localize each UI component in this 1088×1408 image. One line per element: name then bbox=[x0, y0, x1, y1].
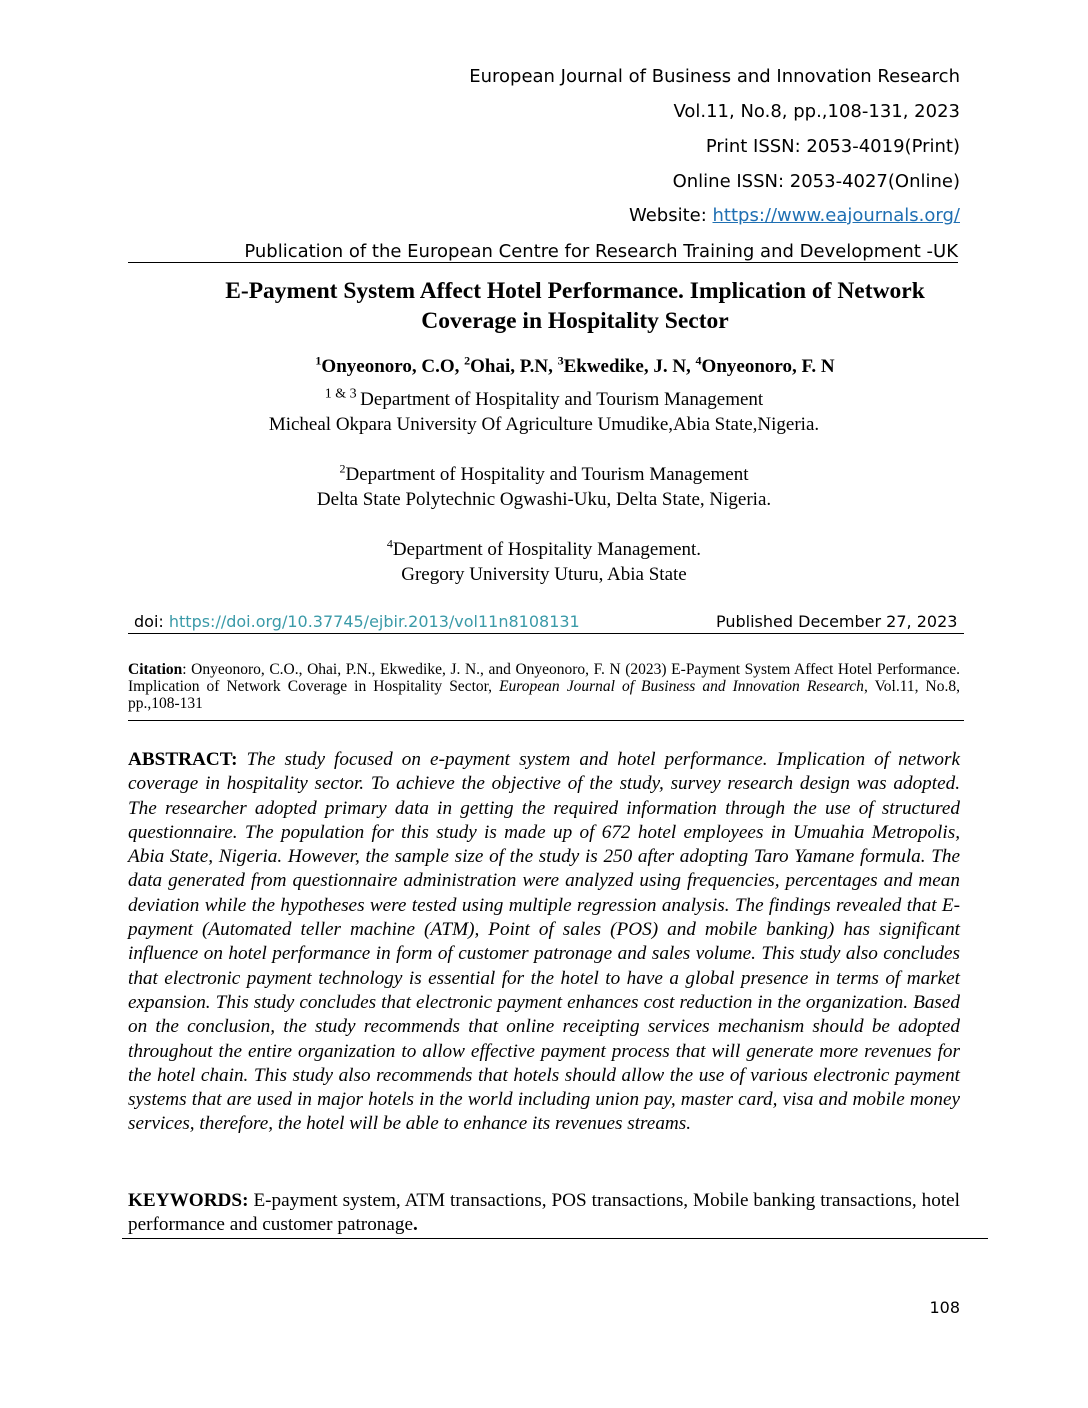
publisher-line: Publication of the European Centre for Research Training and Development -UK bbox=[244, 241, 958, 262]
affiliation-dept: $^2$Department of Hospitality and Tourism Management bbox=[339, 461, 749, 485]
website-link[interactable]: https://www.eajournals.org/ bbox=[712, 205, 960, 226]
title-line-2: Coverage in Hospitality Sector bbox=[421, 308, 729, 334]
affiliation-1 bbox=[0, 387, 1088, 437]
doi-line bbox=[134, 612, 580, 631]
website-label: Website: bbox=[628, 205, 713, 226]
volume-info: Vol.11, No.8, pp.,108-131, 2023 bbox=[673, 101, 960, 122]
author-list: $^1$Onyeonoro, C.O, $^2$Ohai, P.N, $^3$Ekwedike, J. N, $^4$Onyeonoro, F. N bbox=[315, 353, 835, 377]
title-line-1: E-Payment System Affect Hotel Performance. Implication of Network bbox=[225, 278, 925, 304]
citation-journal: European Journal of Business and Innovation Research bbox=[499, 678, 864, 695]
abstract-text: The study focused on e-payment system and hotel performance. Implication of network coverage in hospitality sector. To achieve the objective of the study, survey research design was adopted. The researcher adopted primary data in getting the required information through the use of structured questionnaire. The population for this study is made up of 672 hotel employees in Umuahia Metropolis, Abia State, Nigeria. However, the sample size of the study is 250 after adopting Taro Yamane formula. The data generated from questionnaire administration were analyzed using frequencies, percentages and mean deviation while the hypotheses were tested using multiple regression analysis. The findings revealed that E-payment (Automated teller machine (ATM), Point of sales (POS) and mobile banking) has significant influence on hotel performance in form of customer patronage and sales volume. This study also concludes that electronic payment technology is essential for the hotel to have a global presence in terms of market expansion. This study concludes that electronic payment enhances cost reduction in the organization. Based on the conclusion, the study recommends that online receipting services mechanism should be adopted throughout the entire organization to allow effective payment process that will generate more revenues for the hotel chain. This study also recommends that hotels should allow the use of various electronic payment systems that are used in major hotels in the world including union pay, master card, visa and mobile money services, therefore, the hotel will be able to enhance its revenues streams. bbox=[128, 749, 961, 1135]
affiliation-dept: $^{1 \& 3}$ Department of Hospitality and Tourism Management bbox=[324, 386, 764, 410]
website-line bbox=[629, 205, 960, 226]
doi-label: doi: bbox=[134, 612, 169, 631]
abstract bbox=[128, 748, 960, 1137]
journal-name: European Journal of Business and Innovation Research bbox=[469, 66, 960, 87]
affiliation-3 bbox=[0, 537, 1088, 587]
affiliation-inst: Delta State Polytechnic Ogwashi-Uku, Delta State, Nigeria. bbox=[316, 489, 772, 510]
keywords: KEYWORDS: E-payment system, ATM transactions, POS transactions, Mobile banking transactions, hotel performance and customer patronage. bbox=[128, 1190, 960, 1236]
header-divider bbox=[128, 262, 958, 263]
author-name: Onyeonoro, C.O, bbox=[321, 356, 465, 377]
abstract-label: ABSTRACT: bbox=[128, 749, 238, 770]
citation: Citation: Onyeonoro, C.O., Ohai, P.N., Ekwedike, J. N., and Onyeonoro, F. N (2023) E-Payment System Affect Hotel Performance. Implication of Network Coverage in Hospitality Sector, European Journal of Business and Innovation Research, Vol.11, No.8, pp.,108-131 bbox=[128, 661, 960, 712]
author-name: Onyeonoro, F. N bbox=[701, 356, 835, 377]
online-issn: Online ISSN: 2053-4027(Online) bbox=[672, 171, 960, 192]
affiliation-inst: Gregory University Uturu, Abia State bbox=[401, 564, 687, 585]
author-name: Ekwedike, J. N, bbox=[563, 356, 696, 377]
paper-title bbox=[150, 276, 1000, 336]
published-date: Published December 27, 2023 bbox=[716, 612, 958, 631]
doi-link[interactable]: https://doi.org/10.37745/ejbir.2013/vol11n8108131 bbox=[168, 612, 580, 631]
affiliation-inst: Micheal Okpara University Of Agriculture Umudike,Abia State,Nigeria. bbox=[268, 414, 820, 435]
affiliation-2 bbox=[0, 462, 1088, 512]
keywords-label: KEYWORDS: bbox=[128, 1190, 249, 1211]
citation-divider bbox=[128, 720, 964, 721]
keywords-text: E-payment system, ATM transactions, POS transactions, Mobile banking transactions, hotel performance and customer patronage bbox=[128, 1190, 960, 1236]
citation-label: Citation bbox=[128, 661, 183, 678]
page-number: 108 bbox=[929, 1298, 960, 1317]
affiliation-dept: $^4$Department of Hospitality Management. bbox=[386, 536, 702, 560]
author-name: Ohai, P.N, bbox=[470, 356, 558, 377]
doi-divider bbox=[128, 633, 964, 634]
print-issn: Print ISSN: 2053-4019(Print) bbox=[705, 136, 960, 157]
keywords-divider bbox=[122, 1238, 988, 1239]
